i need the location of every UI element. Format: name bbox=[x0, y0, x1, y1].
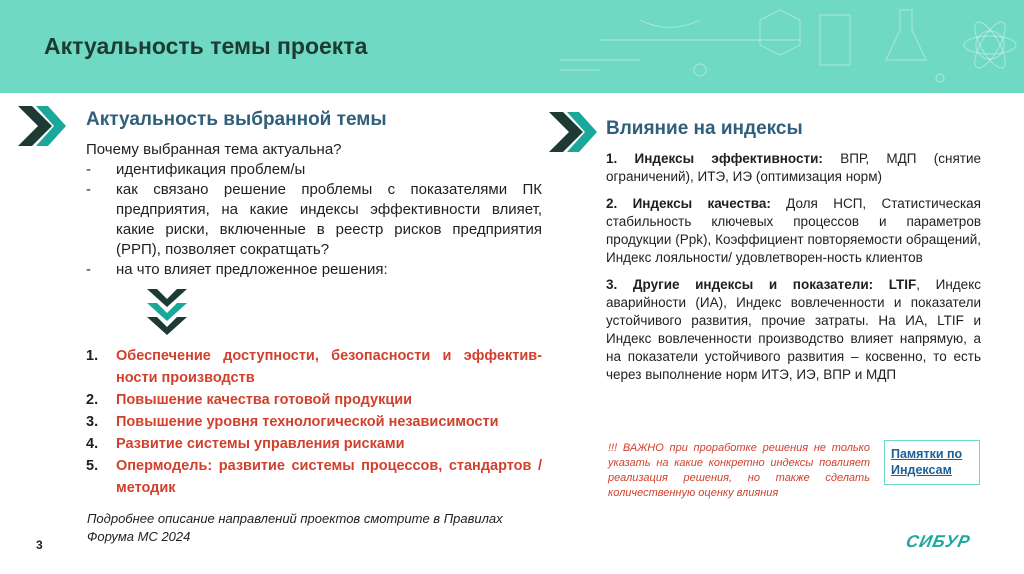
list-item: - идентификация проблем/ы bbox=[86, 161, 306, 178]
list-item: 5. Опермодель: развитие системы процессов, стандартов / методик bbox=[86, 458, 542, 496]
relevance-questions bbox=[86, 140, 542, 280]
list-item: 3. Повышение уровня технологической независимости bbox=[86, 414, 499, 430]
list-item: - на что влияет предложенное решения: bbox=[86, 261, 388, 278]
chevron-down-icon bbox=[147, 289, 187, 335]
indexes-list bbox=[606, 150, 981, 393]
list-item: - как связано решение проблемы с показателями ПК предприятия, на какие индексы эффективности влияет, какие риски, включенные в реестр рисков предприятия (РРП), позволяет сократщать? bbox=[86, 181, 542, 258]
page-number: 3 bbox=[36, 538, 43, 552]
list-item: 2. Индексы качества: Доля НСП, Статистическая стабильность ключевых процессов и параметров продукции (Ppk), Коэффициент повторяемости обращений, Индекс лояльности/ удовлетворен-ность клиентов bbox=[606, 196, 981, 265]
memo-link[interactable]: Памятки по Индексам bbox=[884, 440, 980, 485]
list-item: 1. Обеспечение доступности, безопасности и эффектив-ности производств bbox=[86, 348, 542, 386]
right-section-title: Влияние на индексы bbox=[606, 118, 803, 139]
important-warning: !!! ВАЖНО при проработке решения не только указать на какие конкретно индексы повлияет реализация решения, но также сделать количественную оценку влияния bbox=[608, 442, 870, 499]
list-item: 3. Другие индексы и показатели: LTIF, Индекс аварийности (ИА), Индекс вовлеченности и показатели устойчивого развития, прочие затраты. На ИА, LTIF и Индекс вовлеченности производство влияет напрямую, а на показатели устойчивого развития – косвенно, то есть через выполнение норм ИТЭ, ИЭ, ВПР и МДП bbox=[606, 277, 982, 382]
intro-question: Почему выбранная тема актуальна? bbox=[86, 141, 342, 158]
sibur-logo: СИБУР bbox=[904, 532, 973, 551]
list-item: 2. Повышение качества готовой продукции bbox=[86, 392, 413, 408]
chevron-right-icon bbox=[18, 106, 66, 146]
page-title: Актуальность темы проекта bbox=[44, 33, 368, 59]
forum-rules-note: Подробнее описание направлений проектов смотрите в Правилах Форума МС 2024 bbox=[87, 511, 503, 544]
chevron-right-icon bbox=[549, 112, 597, 152]
left-section-title: Актуальность выбранной темы bbox=[86, 109, 387, 130]
header-banner bbox=[0, 0, 1024, 93]
list-item: 4. Развитие системы управления рисками bbox=[86, 436, 405, 452]
list-item: 1. Индексы эффективности: ВПР, МДП (снятие ограничений), ИТЭ, ИЭ (оптимизация норм) bbox=[606, 151, 982, 184]
results-list bbox=[86, 345, 542, 499]
